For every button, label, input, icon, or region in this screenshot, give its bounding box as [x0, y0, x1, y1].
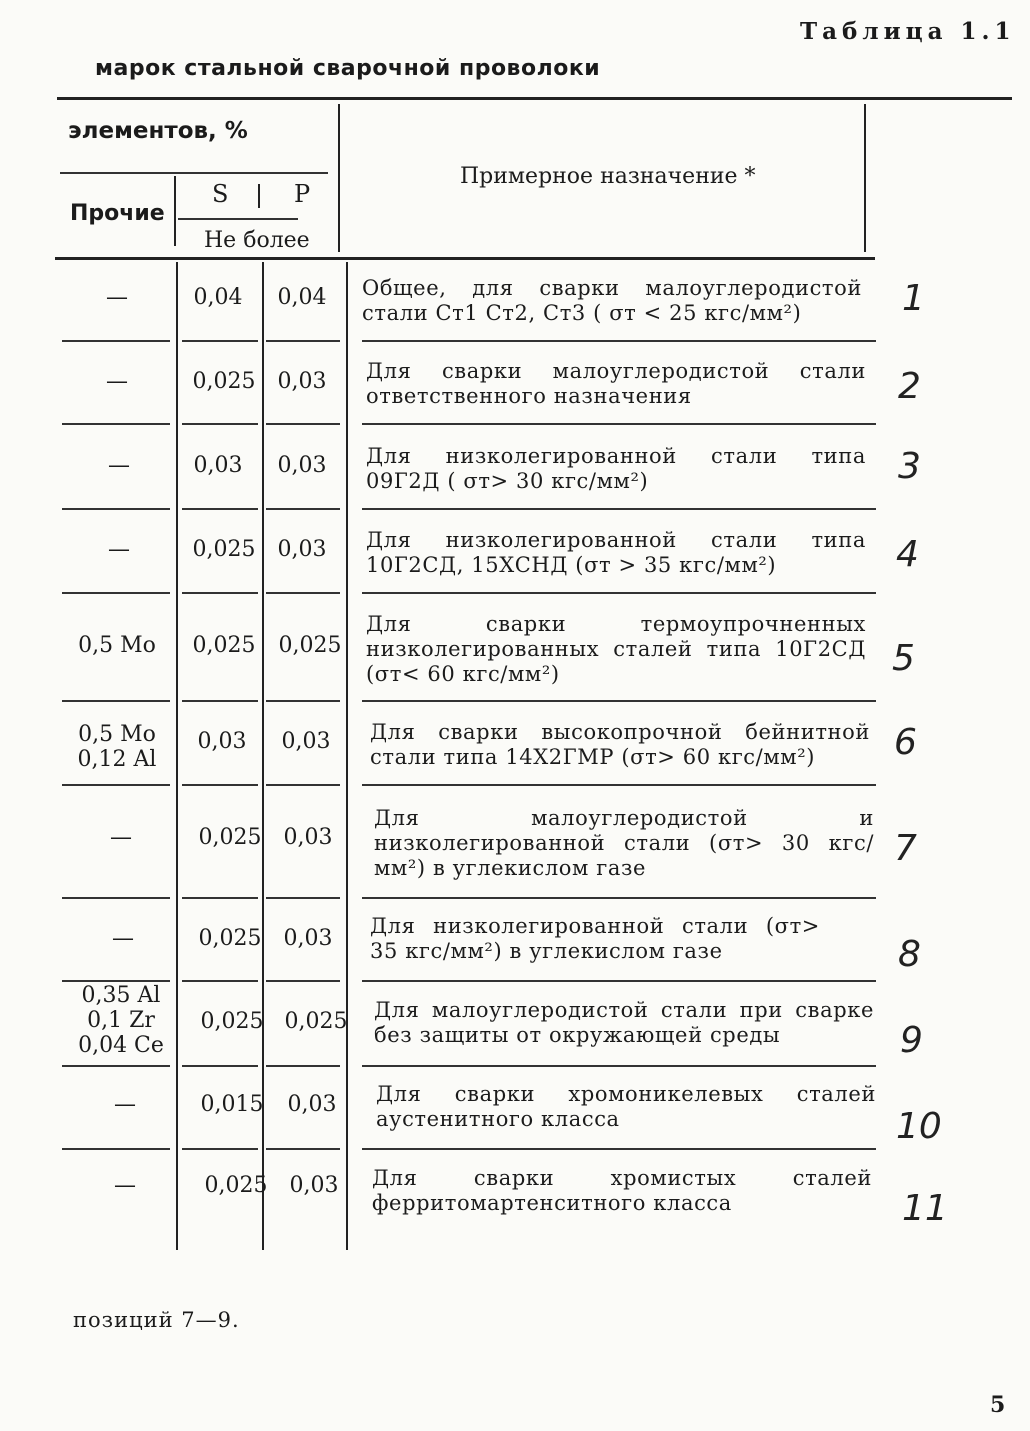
header-divider-s-p: [258, 184, 260, 208]
cell-s: 0,03: [197, 729, 247, 754]
row-separator: [266, 784, 340, 786]
cell-p: 0,03: [287, 1092, 337, 1117]
cell-s: 0,025: [200, 1009, 264, 1034]
header-s-p-rule: [178, 218, 298, 220]
cell-other: —: [108, 453, 130, 478]
row-separator: [362, 897, 876, 899]
row-separator: [62, 784, 170, 786]
cell-purpose: Для низколегированной стали типа 10Г2СД, 15ХСНД (σт > 35 кгс/мм²): [366, 528, 866, 577]
row-separator: [266, 508, 340, 510]
row-separator: [62, 592, 170, 594]
cell-s: 0,025: [204, 1173, 268, 1198]
header-bottom-rule: [55, 257, 875, 260]
row-separator: [182, 784, 258, 786]
cell-other: —: [106, 369, 128, 394]
handwritten-mark: 10: [896, 1106, 942, 1147]
table-title: марок стальной сварочной проволоки: [95, 56, 601, 81]
cell-p: 0,025: [284, 1009, 348, 1034]
table-label: Таблица 1.1: [800, 18, 1016, 45]
cell-purpose: Для сварки высокопрочной бейнитной стали типа 14Х2ГМР (σт> 60 кгс/мм²): [370, 720, 870, 769]
handwritten-mark: 5: [892, 638, 915, 679]
header-s: S: [212, 180, 229, 208]
handwritten-mark: 4: [896, 534, 919, 575]
cell-other: 0,35 Al 0,1 Zr 0,04 Ce: [78, 983, 164, 1058]
cell-other: —: [112, 926, 134, 951]
row-separator: [362, 700, 876, 702]
row-separator: [362, 1148, 876, 1150]
cell-p: 0,03: [289, 1173, 339, 1198]
row-separator: [266, 423, 340, 425]
cell-purpose: Для сварки малоуглеродистой стали ответственного назначения: [366, 359, 866, 408]
row-separator: [266, 897, 340, 899]
header-other: Прочие: [70, 201, 165, 226]
header-purpose: Примерное назначение *: [460, 164, 756, 189]
cell-p: 0,025: [278, 633, 342, 658]
row-separator: [182, 897, 258, 899]
cell-purpose: Для сварки хромистых сталей ферритомартенситного класса: [372, 1166, 872, 1215]
cell-p: 0,04: [277, 285, 327, 310]
row-separator: [266, 1148, 340, 1150]
cell-s: 0,025: [198, 926, 262, 951]
row-separator: [62, 1148, 170, 1150]
cell-p: 0,03: [283, 825, 333, 850]
row-separator: [362, 423, 876, 425]
handwritten-mark: 6: [894, 722, 917, 763]
row-separator: [362, 980, 876, 982]
cell-other: —: [106, 285, 128, 310]
row-separator: [362, 508, 876, 510]
header-top-rule: [57, 97, 1012, 100]
row-separator: [266, 980, 340, 982]
row-separator: [266, 700, 340, 702]
cell-s: 0,04: [193, 285, 243, 310]
cell-other: —: [108, 537, 130, 562]
cell-p: 0,03: [281, 729, 331, 754]
cell-purpose: Для низколегированной стали (σт> 35 кгс/мм²) в углекислом газе: [370, 914, 820, 963]
cell-s: 0,03: [193, 453, 243, 478]
handwritten-mark: 1: [902, 278, 925, 319]
row-separator: [182, 980, 258, 982]
row-separator: [62, 700, 170, 702]
row-separator: [62, 1065, 170, 1067]
row-separator: [62, 340, 170, 342]
row-separator: [182, 1065, 258, 1067]
cell-s: 0,015: [200, 1092, 264, 1117]
row-separator: [182, 1148, 258, 1150]
row-separator: [266, 340, 340, 342]
header-elements: элементов, %: [68, 118, 248, 144]
cell-p: 0,03: [277, 453, 327, 478]
handwritten-mark: 3: [898, 446, 921, 487]
handwritten-mark: 11: [902, 1188, 948, 1229]
cell-purpose: Для сварки хромоникелевых сталей аустенитного класса: [376, 1082, 876, 1131]
row-separator: [62, 897, 170, 899]
cell-purpose: Общее, для сварки малоуглеродистой стали Ст1 Ст2, Ст3 ( σт < 25 кгс/мм²): [362, 276, 862, 325]
cell-other: 0,5 Mo 0,12 Al: [77, 722, 157, 772]
row-separator: [62, 980, 170, 982]
cell-other: 0,5 Mo: [78, 633, 156, 658]
header-not-more: Не более: [204, 228, 310, 253]
cell-s: 0,025: [192, 537, 256, 562]
cell-other: —: [114, 1173, 136, 1198]
cell-p: 0,03: [277, 537, 327, 562]
header-p: P: [294, 180, 311, 208]
handwritten-mark: 2: [898, 366, 921, 407]
row-separator: [182, 700, 258, 702]
cell-s: 0,025: [192, 369, 256, 394]
cell-purpose: Для малоуглеродистой стали при сварке без защиты от окружающей среды: [374, 998, 874, 1047]
row-separator: [62, 508, 170, 510]
cell-purpose: Для сварки термоупрочненных низколегированных сталей типа 10Г2СД (σт< 60 кгс/мм²): [366, 612, 866, 686]
row-separator: [362, 1065, 876, 1067]
footnote: позиций 7—9.: [73, 1308, 240, 1332]
row-separator: [266, 592, 340, 594]
header-divider-right: [864, 104, 866, 252]
cell-s: 0,025: [192, 633, 256, 658]
row-separator: [182, 592, 258, 594]
row-separator: [266, 1065, 340, 1067]
header-sub-rule: [60, 172, 328, 174]
handwritten-mark: 7: [894, 828, 917, 869]
row-separator: [62, 423, 170, 425]
cell-p: 0,03: [277, 369, 327, 394]
header-divider-purpose: [338, 104, 340, 252]
cell-other: —: [114, 1092, 136, 1117]
cell-purpose: Для малоуглеродистой и низколегированной стали (σт> 30 кгс/мм²) в углекислом газе: [374, 806, 874, 880]
header-divider-other: [174, 176, 176, 246]
row-separator: [182, 423, 258, 425]
handwritten-mark: 8: [898, 934, 921, 975]
page-number: 5: [990, 1392, 1006, 1418]
cell-other: —: [110, 825, 132, 850]
row-separator: [182, 340, 258, 342]
row-separator: [362, 340, 876, 342]
row-separator: [362, 592, 876, 594]
cell-s: 0,025: [198, 825, 262, 850]
row-separator: [182, 508, 258, 510]
handwritten-mark: 9: [900, 1020, 923, 1061]
cell-p: 0,03: [283, 926, 333, 951]
cell-purpose: Для низколегированной стали типа 09Г2Д ( σт> 30 кгс/мм²): [366, 444, 866, 493]
row-separator: [362, 784, 876, 786]
